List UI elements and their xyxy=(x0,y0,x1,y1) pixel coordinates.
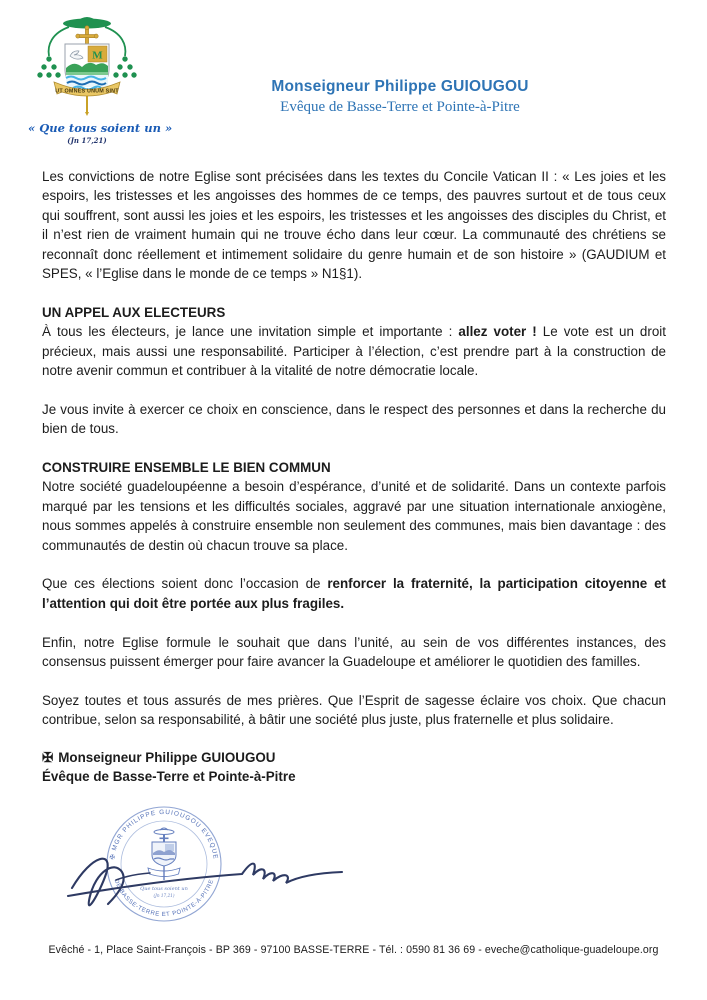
signature-block xyxy=(42,749,666,786)
paragraph-allez-voter xyxy=(42,322,666,380)
bishop-title-header: Evêque de Basse-Terre et Pointe-à-Pitre xyxy=(280,99,520,115)
bishop-name-header: Monseigneur Philippe GUIOUGOU xyxy=(271,78,529,95)
svg-text:DE BASSE-TERRE ET POINTE-À-PIT xyxy=(113,879,216,918)
letterhead-crest xyxy=(28,12,173,145)
signature-stamp xyxy=(56,792,666,938)
paragraph-souhait-unite: Enfin, notre Eglise formule le souhait que dans l’unité, au sein de vos différentes instances, des consensus puissent émerger pour faire avancer la Guadeloupe et améliorer le quotidien des familles. xyxy=(42,634,666,670)
shield-icon xyxy=(65,44,109,91)
bold-allez-voter: allez voter ! xyxy=(458,324,537,340)
crest-motto-reference: (Jn 17,21) xyxy=(67,136,107,145)
stamp-crest-icon xyxy=(140,828,188,898)
stamp-motto: Que tous soient un xyxy=(140,886,188,893)
stamp-bottom-text: DE BASSE-TERRE ET POINTE-À-PITRE xyxy=(112,878,216,919)
paragraph-text: À tous les électeurs, je lance une invitation simple et importante : xyxy=(42,324,459,340)
bold-renforcer-fraternite: renforcer la fraternité, la participation citoyenne et l’attention qui doit être portée aux plus fragiles. xyxy=(42,576,666,611)
crest-motto: « Que tous soient un » xyxy=(28,121,173,135)
shield-letter: M xyxy=(92,49,103,62)
paragraph-text: Que ces élections soient donc l’occasion de xyxy=(42,576,328,592)
letter-body xyxy=(42,167,666,938)
paragraph-convictions: Les convictions de notre Eglise sont précisées dans les textes du Concile Vatican II : « Les joies et les espoirs, les tristesses et les angoisses des hommes de ce temps, des pauvres surtout et de tous ceux qui souffrent, sont aussi les joies et les espoirs, les tristesses et les angoisses des disciples du Christ, et il n’est rien de vraiment humain qui ne trouve écho dans leur cœur. La communauté des chrétiens se reconnaît donc réellement et intimement solidaire du genre humain et de son histoire » (GAUDIUM et SPES, « l’Eglise dans le monde de ce temps » N1§1). xyxy=(42,169,666,282)
paragraph-elections-occasion xyxy=(42,574,666,613)
episcopal-cross-icon: ✠ xyxy=(42,750,54,766)
coat-of-arms-icon xyxy=(28,12,146,118)
stamp-top-text: ✠ MGR PHILIPPE GUIOUGOU EVEQUE xyxy=(109,809,219,861)
footer-address: Evêché - 1, Place Saint-François - BP 369 - 97100 BASSE-TERRE - Tél. : 0590 81 36 69 - eveche@catholique-guadeloupe.org xyxy=(48,944,659,956)
stamp-seal-icon xyxy=(56,792,356,938)
paragraph-invitation-conscience: Je vous invite à exercer ce choix en conscience, dans le respect des personnes et dans la recherche du bien de tous. xyxy=(42,401,666,437)
signature-name-line xyxy=(42,749,666,768)
paragraph-text: Le vote est un droit précieux, mais aussi une responsabilité. Participer à l’élection, c’est prendre part à la construction de notre avenir commun et contribuer à la vitalité de notre démocratie locale. xyxy=(42,324,666,379)
signature-name: Monseigneur Philippe GUIOUGOU xyxy=(58,750,276,766)
signature-title-line: Évêque de Basse-Terre et Pointe-à-Pitre xyxy=(42,768,296,784)
paragraph-prieres: Soyez toutes et tous assurés de mes prières. Que l’Esprit de sagesse éclaire vos choix. Que chacun contribue, selon sa responsabilité, à bâtir une société plus juste, plus fraternelle et plus solidaire. xyxy=(42,692,666,728)
stamp-motto-reference: (Jn 17,21) xyxy=(153,893,175,899)
letterhead-text xyxy=(225,78,575,116)
heading-appel-aux-electeurs: UN APPEL AUX ELECTEURS xyxy=(42,304,226,320)
banner-text: UT OMNES UNUM SINT xyxy=(55,88,119,95)
paragraph-societe-guadeloupeenne: Notre société guadeloupéenne a besoin d’espérance, d’unité et de solidarité. Dans un contexte parfois marqué par les tensions et les difficultés sociales, aggravé par une situation internationale anxiogène, nous sommes appelés à construire ensemble non seulement des communes, mais bien davantage : des communautés de destin où chacun trouve sa place. xyxy=(42,479,666,553)
heading-construire-ensemble: CONSTRUIRE ENSEMBLE LE BIEN COMMUN xyxy=(42,460,331,476)
